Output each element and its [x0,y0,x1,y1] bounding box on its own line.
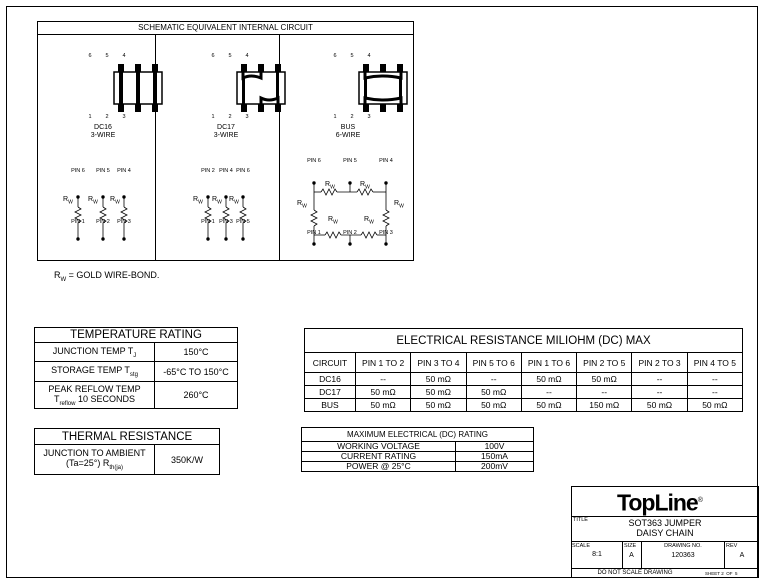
table-cell: 100V [456,442,534,452]
table-cell: WORKING VOLTAGE [302,442,456,452]
schematic-panel [37,21,414,261]
table-cell: -- [521,386,576,399]
table-cell: 150 mΩ [577,399,632,412]
temperature-title: TEMPERATURE RATING [35,328,238,343]
bus-net-pin-bottom-2: PIN 2 [343,230,357,236]
table-cell: 50 mΩ [577,373,632,386]
rev-label: REV [726,543,738,549]
bus-pin-6: 6 [333,53,337,59]
bus-net-pin-top-1: PIN 6 [307,158,321,164]
table-cell: 50 mΩ [632,399,687,412]
bus-pin-1: 1 [333,114,337,120]
dc16-net-pin-top-1: PIN 6 [71,168,85,174]
bus-resistor-label: $R_W$ [360,181,370,191]
bus-wires: 6-WIRE [335,132,361,139]
temp-row-label: JUNCTION TEMP $T_J$ [35,343,155,362]
size-label: SIZE [624,543,637,549]
temp-row-label: STORAGE TEMP $T_{stg}$ [35,362,155,382]
table-cell: 200mV [456,462,534,472]
title-label: TITLE [573,517,588,523]
dc16-pin-4: 4 [122,53,126,59]
thermal-label: JUNCTION TO AMBIENT (Ta=25°) $R_{th(ja)}$ [35,445,155,475]
bus-net-pin-top-3: PIN 4 [379,158,393,164]
bus-pin-2: 2 [350,114,354,120]
bus-net-pin-bottom-3: PIN 3 [379,230,393,236]
dc16-resistor-label: $R_W$ [63,196,73,206]
dc16-resistor-label: $R_W$ [110,196,120,206]
table-row [302,462,534,472]
col-header: PIN 4 TO 5 [687,353,742,373]
table-row [302,452,534,462]
table-cell: POWER @ 25°C [302,462,456,472]
dc16-net-pin-top-3: PIN 4 [117,168,131,174]
dc17-net-pin-bottom-1: PIN 1 [201,219,215,225]
table-cell: DC17 [305,386,356,399]
table-cell: BUS [305,399,356,412]
dc16-pin-3: 3 [122,114,126,120]
table-cell: -- [632,373,687,386]
table-row [305,386,743,399]
col-header: PIN 1 TO 6 [521,353,576,373]
dc17-net-pin-top-1: PIN 2 [201,168,215,174]
table-cell: 50 mΩ [411,386,466,399]
thermal-table [34,428,220,475]
rev-value: A [739,552,745,559]
drawing-no-label: DRAWING NO. [664,543,702,549]
table-cell: 50 mΩ [411,399,466,412]
table-cell: 50 mΩ [687,399,742,412]
electrical-header-row [305,353,743,373]
bus-resistor-label: $R_W$ [364,216,374,226]
bus-resistor-label: $R_W$ [297,200,307,210]
table-cell: CURRENT RATING [302,452,456,462]
temperature-table [34,327,238,409]
drawing-title-line1: SOT363 JUMPER [628,518,702,528]
table-cell: DC16 [305,373,356,386]
col-header: PIN 5 TO 6 [466,353,521,373]
title-block-divider [571,568,759,569]
dc17-net-pin-top-2: PIN 4 [219,168,233,174]
dc17-net-pin-bottom-3: PIN 5 [236,219,250,225]
dc17-net-pin-bottom-2: PIN 3 [219,219,233,225]
bus-pin-5: 5 [350,53,354,59]
table-cell: 50 mΩ [411,373,466,386]
bus-net-pin-top-2: PIN 5 [343,158,357,164]
table-row [305,399,743,412]
bus-name: BUS [340,124,356,131]
dc16-name: DC16 [94,124,112,131]
table-cell: 50 mΩ [356,386,411,399]
bus-resistor-label: $R_W$ [325,181,335,191]
dc17-pin-5: 5 [228,53,232,59]
bus-resistor-label: $R_W$ [328,216,338,226]
temp-row-value: 260°C [155,382,238,409]
topline-logo: TopLine® [617,489,702,516]
dc16-net-pin-bottom-1: PIN 1 [71,219,85,225]
wire-bond-legend: $R_W$ = GOLD WIRE-BOND. [54,270,160,283]
dc16-pin-2: 2 [105,114,109,120]
table-cell: -- [577,386,632,399]
bus-package [359,64,407,112]
dc16-pin-1: 1 [88,114,92,120]
temp-row-value: -65°C TO 150°C [155,362,238,382]
dc16-net-pin-bottom-2: PIN 2 [96,219,110,225]
dc16-net-pin-bottom-3: PIN 3 [117,219,131,225]
do-not-scale-note: DO NOT SCALE DRAWING [597,570,673,576]
electrical-table [304,328,743,412]
sheet-info: SHEET 2 OF 5 [705,571,738,576]
drawing-title-line2: DAISY CHAIN [636,528,694,538]
electrical-title: ELECTRICAL RESISTANCE MILIOHM (DC) MAX [305,329,743,353]
table-row [305,373,743,386]
dc17-pin-3: 3 [245,114,249,120]
scale-label: SCALE [572,543,591,549]
bus-pin-4: 4 [367,53,371,59]
dc17-net-pin-top-3: PIN 6 [236,168,250,174]
scale-value: 8:1 [592,551,602,558]
temp-row-value: 150°C [155,343,238,362]
table-cell: 50 mΩ [466,386,521,399]
col-header: CIRCUIT [305,353,356,373]
col-header: PIN 1 TO 2 [356,353,411,373]
title-block-divider [571,541,759,542]
dc16-package [114,64,162,112]
table-cell: -- [356,373,411,386]
dc17-package [237,64,285,112]
dc16-pin-5: 5 [105,53,109,59]
max-rating-title: MAXIMUM ELECTRICAL (DC) RATING [302,428,534,442]
table-cell: 50 mΩ [466,399,521,412]
col-header: PIN 3 TO 4 [411,353,466,373]
dc16-pin-6: 6 [88,53,92,59]
table-cell: -- [632,386,687,399]
drawing-no-value: 120363 [671,552,695,559]
dc17-wires: 3-WIRE [213,132,239,139]
col-header: PIN 2 TO 5 [577,353,632,373]
dc17-pin-2: 2 [228,114,232,120]
thermal-title: THERMAL RESISTANCE [35,429,220,445]
dc17-pin-1: 1 [211,114,215,120]
dc17-resistor-label: $R_W$ [212,196,222,206]
dc16-net-pin-top-2: PIN 5 [96,168,110,174]
bus-pin-3: 3 [367,114,371,120]
schematic-title: SCHEMATIC EQUIVALENT INTERNAL CIRCUIT [38,22,413,35]
dc16-wires: 3-WIRE [90,132,116,139]
dc17-resistor-label: $R_W$ [193,196,203,206]
table-cell: 50 mΩ [521,373,576,386]
schematic-drawing [38,34,413,262]
dc17-resistor-label: $R_W$ [229,196,239,206]
table-cell: 50 mΩ [521,399,576,412]
table-cell: 150mA [456,452,534,462]
bus-resistor-label: $R_W$ [394,200,404,210]
size-value: A [629,552,634,559]
temp-row-label: PEAK REFLOW TEMP $T_{reflow}$ 10 SECONDS [35,382,155,409]
dc17-name: DC17 [217,124,235,131]
col-header: PIN 2 TO 3 [632,353,687,373]
dc17-pin-4: 4 [245,53,249,59]
bus-net-pin-bottom-1: PIN 1 [307,230,321,236]
table-cell: -- [687,373,742,386]
table-cell: 50 mΩ [356,399,411,412]
dc16-resistor-label: $R_W$ [88,196,98,206]
dc17-pin-6: 6 [211,53,215,59]
thermal-value: 350K/W [155,445,220,475]
max-rating-table [301,427,534,472]
table-cell: -- [466,373,521,386]
table-cell: -- [687,386,742,399]
table-row [302,442,534,452]
